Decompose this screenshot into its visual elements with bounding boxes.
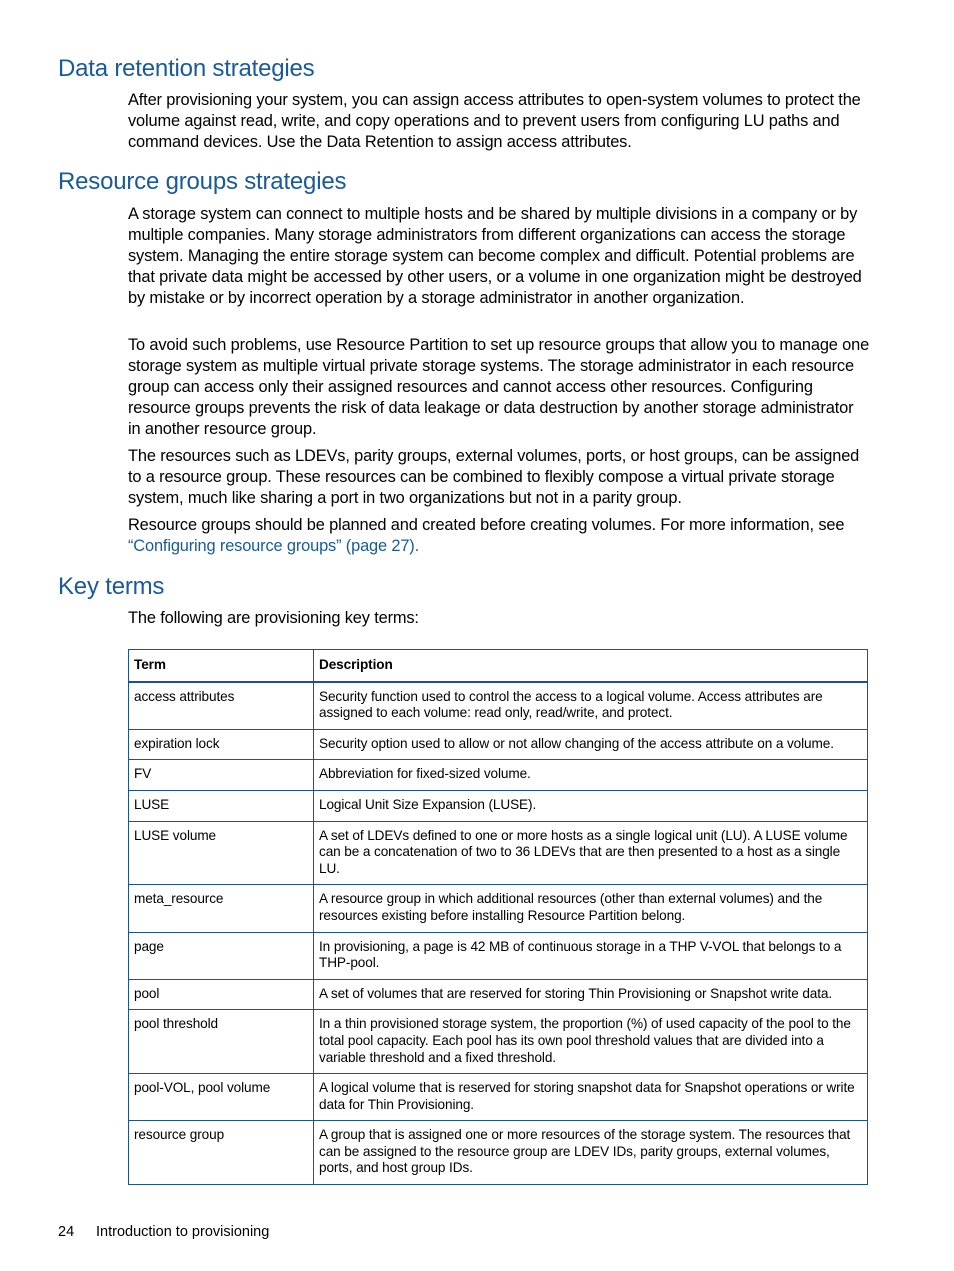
paragraph-text: Resource groups should be planned and created before creating volumes. For more information, see: [128, 516, 845, 534]
description-cell: A group that is assigned one or more resources of the storage system. The resources that can be assigned to the resource group are LDEV IDs, parity groups, external volumes, ports, and host group IDs.: [314, 1121, 868, 1185]
table-row: [129, 760, 868, 791]
term-cell: meta_resource: [129, 885, 314, 932]
term-cell: LUSE: [129, 790, 314, 821]
table-body: [129, 682, 868, 1185]
description-cell: Logical Unit Size Expansion (LUSE).: [314, 790, 868, 821]
heading-key-terms: Key terms: [58, 573, 165, 600]
table-row: [129, 1010, 868, 1074]
table-row: [129, 1121, 868, 1185]
table-row: [129, 790, 868, 821]
heading-resource-groups: Resource groups strategies: [58, 168, 347, 195]
column-header-description: Description: [314, 650, 868, 682]
term-cell: LUSE volume: [129, 821, 314, 885]
table-header-row: [129, 650, 868, 682]
heading-data-retention: Data retention strategies: [58, 55, 315, 82]
description-cell: In a thin provisioned storage system, the proportion (%) of used capacity of the pool to the total pool capacity. Each pool has its own pool threshold values that are divided into a variable threshold and a fixed threshold.: [314, 1010, 868, 1074]
paragraph-resource-groups-1: A storage system can connect to multiple hosts and be shared by multiple divisions in a company or by multiple companies. Many storage administrators from different organizations can access the storage system. Managing the entire storage system can become complex and difficult. Potential problems are that private data might be accessed by other users, or a volume in one organization might be destroyed by mistake or by incorrect operation by a storage administrator in another organization.: [128, 205, 862, 307]
page-footer: [58, 1223, 269, 1241]
table-row: [129, 932, 868, 979]
description-cell: A resource group in which additional resources (other than external volumes) and the resources existing before installing Resource Partition belong.: [314, 885, 868, 932]
paragraph-data-retention: After provisioning your system, you can assign access attributes to open-system volumes to protect the volume against read, write, and copy operations and to prevent users from configuring LU paths and command devices. Use the Data Retention to assign access attributes.: [128, 91, 861, 151]
table-row: [129, 682, 868, 730]
term-cell: access attributes: [129, 682, 314, 730]
description-cell: Abbreviation for fixed-sized volume.: [314, 760, 868, 791]
description-cell: A set of LDEVs defined to one or more hosts as a single logical unit (LU). A LUSE volume can be a concatenation of two to 36 LDEVs that are then presented to a host as a single LU.: [314, 821, 868, 885]
key-terms-table: [128, 649, 868, 1185]
page-number: 24: [58, 1224, 75, 1240]
paragraph-resource-groups-2: To avoid such problems, use Resource Partition to set up resource groups that allow you to manage one storage system as multiple virtual private storage systems. The storage administrator in each resource group can access only their assigned resources and cannot access other resources. Configuring resource groups prevents the risk of data leakage or data destruction by another storage administrator in another resource group.: [128, 336, 870, 438]
term-cell: expiration lock: [129, 729, 314, 760]
description-cell: Security option used to allow or not allow changing of the access attribute on a volume.: [314, 729, 868, 760]
table-row: [129, 729, 868, 760]
key-terms-intro: The following are provisioning key terms:: [128, 609, 419, 627]
term-cell: FV: [129, 760, 314, 791]
term-cell: pool-VOL, pool volume: [129, 1074, 314, 1121]
chapter-title: Introduction to provisioning: [96, 1224, 270, 1240]
description-cell: A set of volumes that are reserved for storing Thin Provisioning or Snapshot write data.: [314, 979, 868, 1010]
table-row: [129, 979, 868, 1010]
table-row: [129, 885, 868, 932]
configuring-resource-groups-link[interactable]: “Configuring resource groups” (page 27).: [128, 537, 420, 555]
description-cell: In provisioning, a page is 42 MB of continuous storage in a THP V-VOL that belongs to a THP-pool.: [314, 932, 868, 979]
description-cell: A logical volume that is reserved for storing snapshot data for Snapshot operations or write data for Thin Provisioning.: [314, 1074, 868, 1121]
paragraph-resource-groups-4: [128, 515, 870, 557]
paragraph-resource-groups-3: The resources such as LDEVs, parity groups, external volumes, ports, or host groups, can be assigned to a resource group. These resources can be combined to flexibly compose a virtual private storage system, much like sharing a port in two organizations but not in a parity group.: [128, 447, 860, 507]
table-row: [129, 821, 868, 885]
table-row: [129, 1074, 868, 1121]
term-cell: pool: [129, 979, 314, 1010]
term-cell: pool threshold: [129, 1010, 314, 1074]
term-cell: resource group: [129, 1121, 314, 1185]
term-cell: page: [129, 932, 314, 979]
column-header-term: Term: [129, 650, 314, 682]
description-cell: Security function used to control the access to a logical volume. Access attributes are assigned to each volume: read only, read/write, and protect.: [314, 682, 868, 730]
